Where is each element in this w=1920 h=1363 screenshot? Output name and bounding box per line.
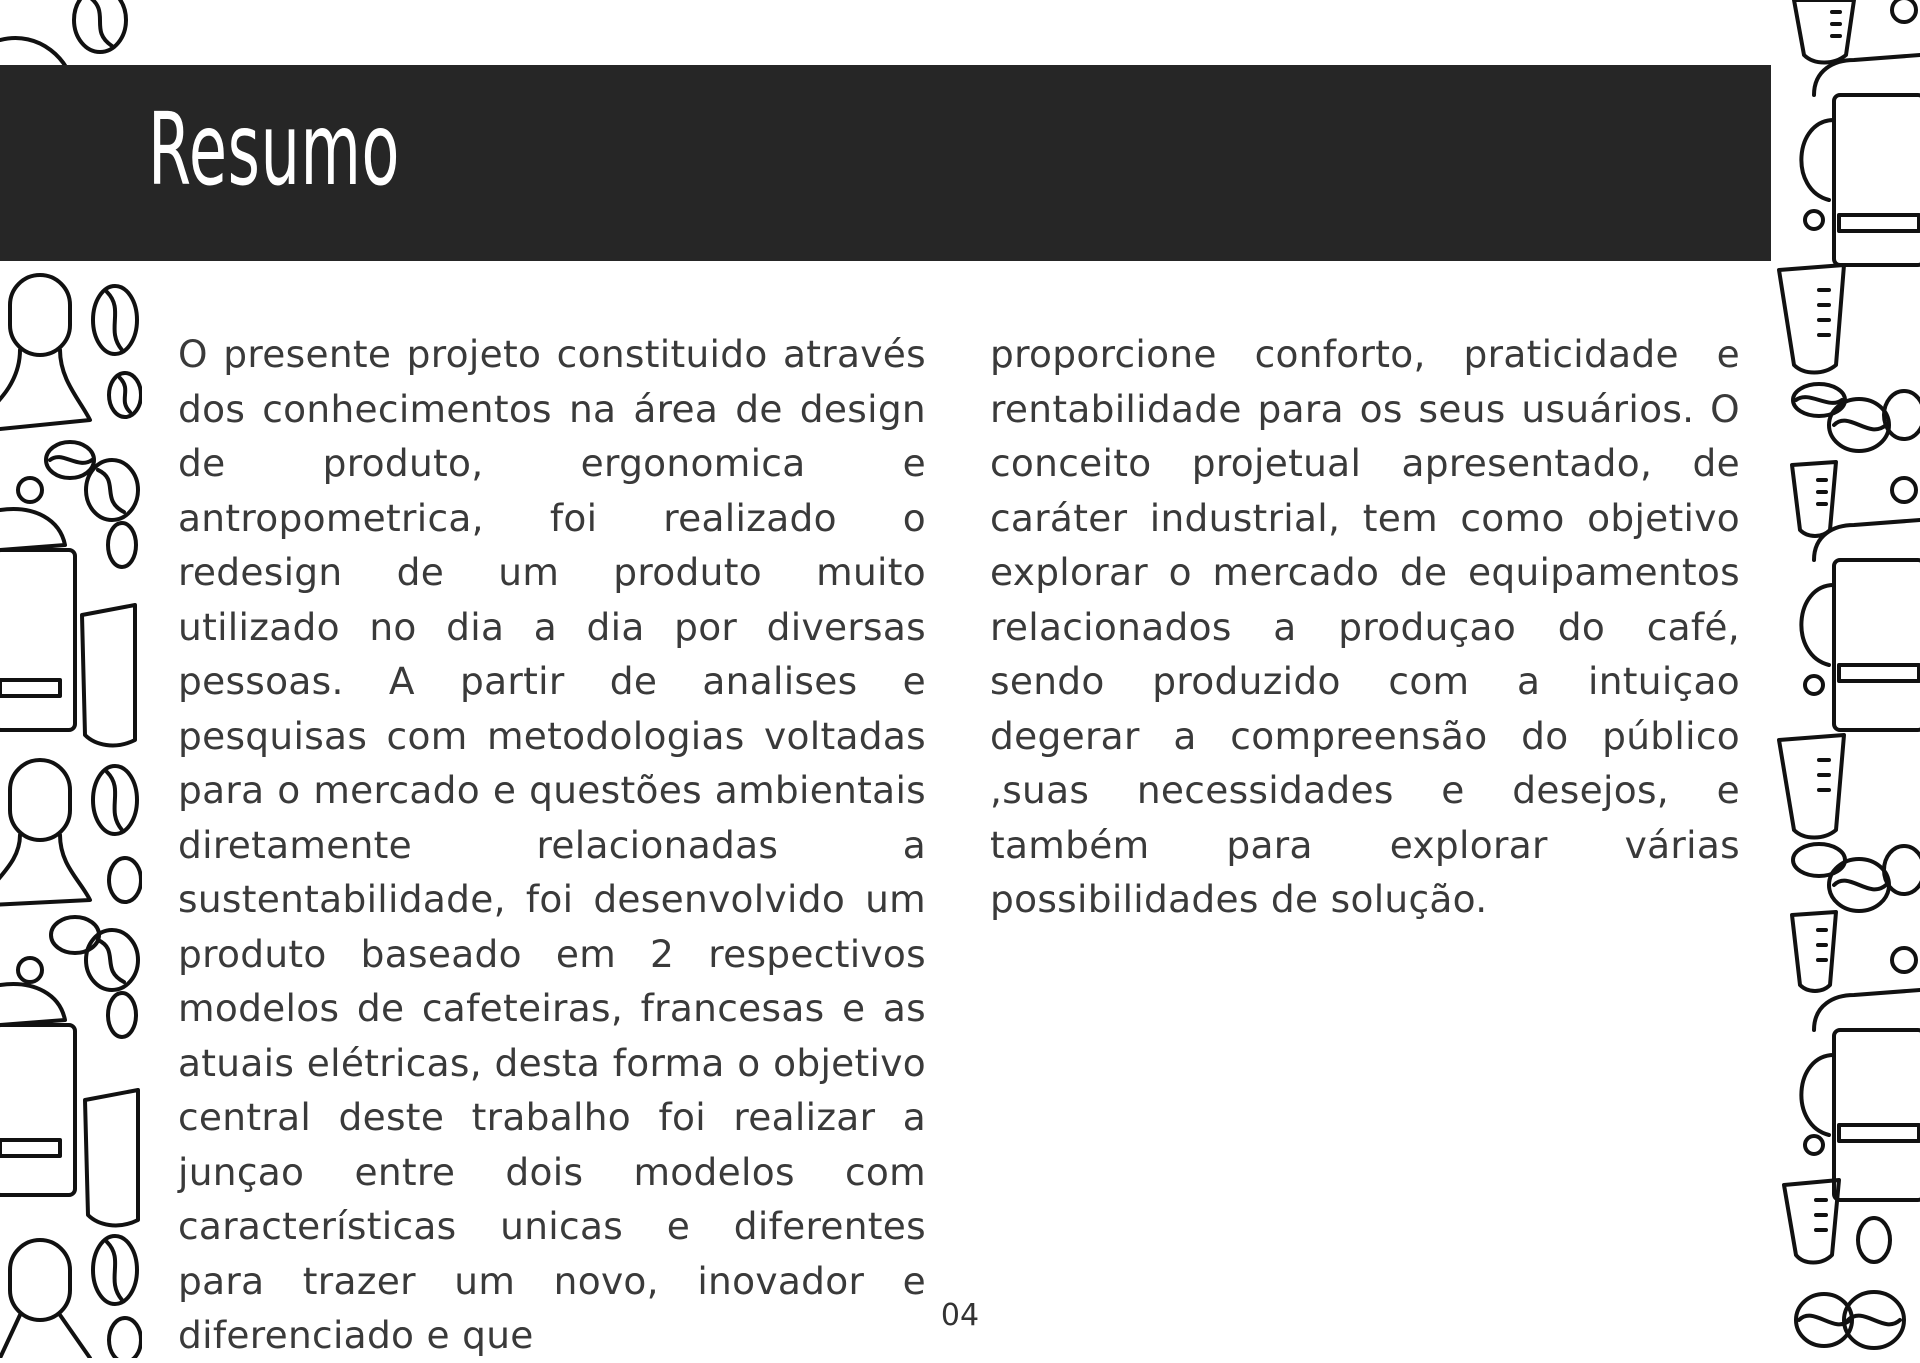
coffee-bean-icon — [108, 523, 136, 567]
summary-paragraph-left: O presente projeto constituido através dos conhecimentos na área de design de produto, ergonomica e antropometrica, foi realizado o redesign de um produto muito utilizado no dia a dia por diversas pessoas. A partir de analises e pesquisas com metodologias voltadas para o mercado e questões ambientais diretamente relacionadas a sustentabilidade, foi desenvolvido um produto baseado em 2 respectivos modelos de cafeteiras, francesas e as atuais elétricas, desta forma o objetivo central deste trabalho foi realizar a junçao entre dois modelos com características unicas e diferentes para trazer um novo, inovador e diferenciado e que — [178, 332, 926, 1357]
coffee-bean-icon — [1829, 399, 1889, 451]
coffee-bean-icon — [74, 0, 126, 52]
coffee-bean-icon — [109, 1318, 141, 1358]
coffee-bean-icon — [86, 460, 138, 520]
coffee-bean-icon — [46, 442, 94, 478]
summary-column-right — [990, 327, 1740, 927]
coffee-bean-icon — [109, 858, 141, 902]
page-title: Resumo — [148, 91, 401, 208]
coffee-pattern-right-border — [1774, 0, 1920, 1358]
measuring-cup-icon — [1779, 265, 1844, 373]
summary-paragraph-right: proporcione conforto, praticidade e rentabilidade para os seus usuários. O conceito projetual apresentado, de caráter industrial, tem como objetivo explorar o mercado de equipamentos relacionados a produçao do café, sendo produzido com a intuiçao degerar a compreensão do público ,suas necessidades e desejos, e também para explorar várias possibilidades de solução. — [990, 332, 1740, 921]
coffee-bean-icon — [1793, 384, 1845, 416]
coffee-bean-icon — [108, 993, 136, 1037]
measuring-cup-icon — [1792, 462, 1836, 536]
measuring-cup-icon — [1792, 912, 1836, 991]
coffee-bean-icon — [1829, 859, 1889, 911]
measuring-cup-icon — [1784, 1180, 1839, 1263]
coffee-bean-icon — [1858, 1218, 1890, 1262]
coffee-bean-icon — [1884, 846, 1920, 894]
summary-column-left — [178, 327, 926, 1363]
page-number: 04 — [940, 1298, 980, 1333]
french-press-icon — [1801, 0, 1920, 265]
coffee-tamper-icon — [0, 760, 90, 905]
coffee-bean-icon — [51, 917, 99, 953]
french-press-icon — [0, 478, 75, 730]
french-press-icon — [1801, 948, 1920, 1200]
coffee-bean-icon — [93, 1236, 137, 1304]
coffee-bean-icon — [93, 286, 137, 354]
measuring-cup-icon — [1794, 0, 1854, 63]
coffee-bean-icon — [1884, 391, 1920, 439]
coffee-cup-icon — [85, 1090, 138, 1225]
measuring-cup-icon — [1779, 735, 1844, 838]
coffee-bean-icon — [109, 373, 141, 417]
coffee-bean-icon — [1793, 844, 1845, 876]
coffee-cup-icon — [82, 605, 135, 745]
french-press-icon — [0, 958, 75, 1195]
coffee-bean-icon — [86, 930, 138, 990]
coffee-bean-icon — [93, 766, 137, 834]
french-press-icon — [1801, 478, 1920, 730]
coffee-tamper-icon — [0, 275, 90, 430]
coffee-tamper-icon — [0, 1240, 90, 1358]
